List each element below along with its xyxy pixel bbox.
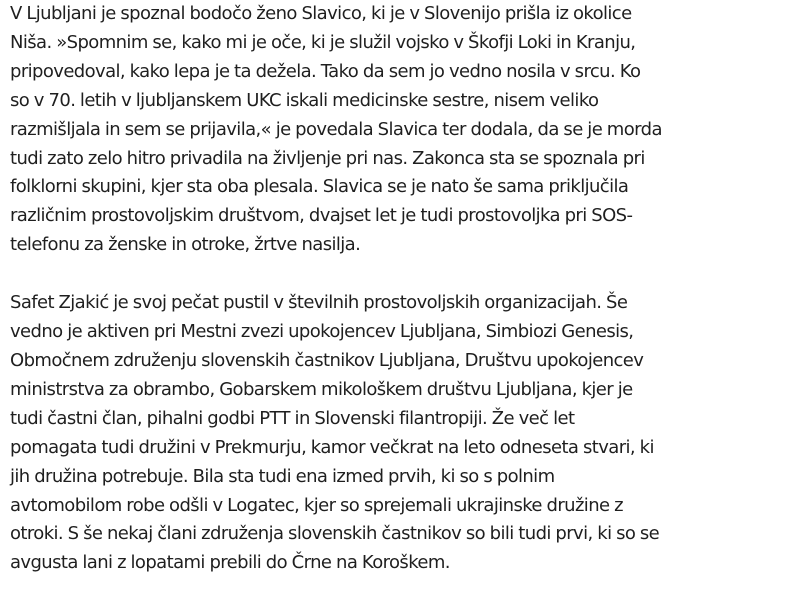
text-line: vedno je aktiven pri Mestni zvezi upokojencev Ljubljana, Simbiozi Genesis, [10, 321, 634, 343]
text-line: avgusta lani z lopatami prebili do Črne na Koroškem. [10, 552, 450, 574]
text-line: jih družina potrebuje. Bila sta tudi ena izmed prvih, ki so s polnim [10, 465, 555, 487]
paragraph-safet [10, 289, 780, 578]
text-line: otroki. S še nekaj člani združenja slovenskih častnikov so bili tudi prvi, ki so se [10, 523, 660, 545]
paragraph-slavica [10, 0, 780, 260]
article-body [10, 0, 780, 578]
text-line: razmišljala in sem se prijavila,« je povedala Slavica ter dodala, da se je morda [10, 118, 662, 140]
text-line: folklorni skupini, kjer sta oba plesala. Slavica se je nato še sama priključila [10, 176, 629, 198]
text-line: so v 70. letih v ljubljanskem UKC iskali medicinske sestre, nisem veliko [10, 89, 599, 111]
text-line: telefonu za ženske in otroke, žrtve nasilja. [10, 234, 361, 256]
text-line: avtomobilom robe odšli v Logatec, kjer so sprejemali ukrajinske družine z [10, 494, 623, 516]
text-line: Niša. »Spomnim se, kako mi je oče, ki je služil vojsko v Škofji Loki in Kranju, [10, 31, 636, 53]
text-line: pomagata tudi družini v Prekmurju, kamor večkrat na leto odneseta stvari, ki [10, 436, 654, 458]
text-line: tudi častni član, pihalni godbi PTT in Slovenski filantropiji. Že več let [10, 407, 575, 429]
text-line: V Ljubljani je spoznal bodočo ženo Slavico, ki je v Slovenijo prišla iz okolice [10, 3, 632, 24]
text-line: Območnem združenju slovenskih častnikov Ljubljana, Društvu upokojencev [10, 349, 644, 371]
text-line: Safet Zjakić je svoj pečat pustil v številnih prostovoljskih organizacijah. Še [10, 292, 628, 314]
text-line: ministrstva za obrambo, Gobarskem mikološkem društvu Ljubljana, kjer je [10, 378, 633, 400]
text-line: pripovedoval, kako lepa je ta dežela. Tako da sem jo vedno nosila v srcu. Ko [10, 60, 641, 82]
text-line: tudi zato zelo hitro privadila na življenje pri nas. Zakonca sta se spoznala pri [10, 147, 645, 169]
text-line: različnim prostovoljskim društvom, dvajset let je tudi prostovoljka pri SOS- [10, 205, 633, 227]
